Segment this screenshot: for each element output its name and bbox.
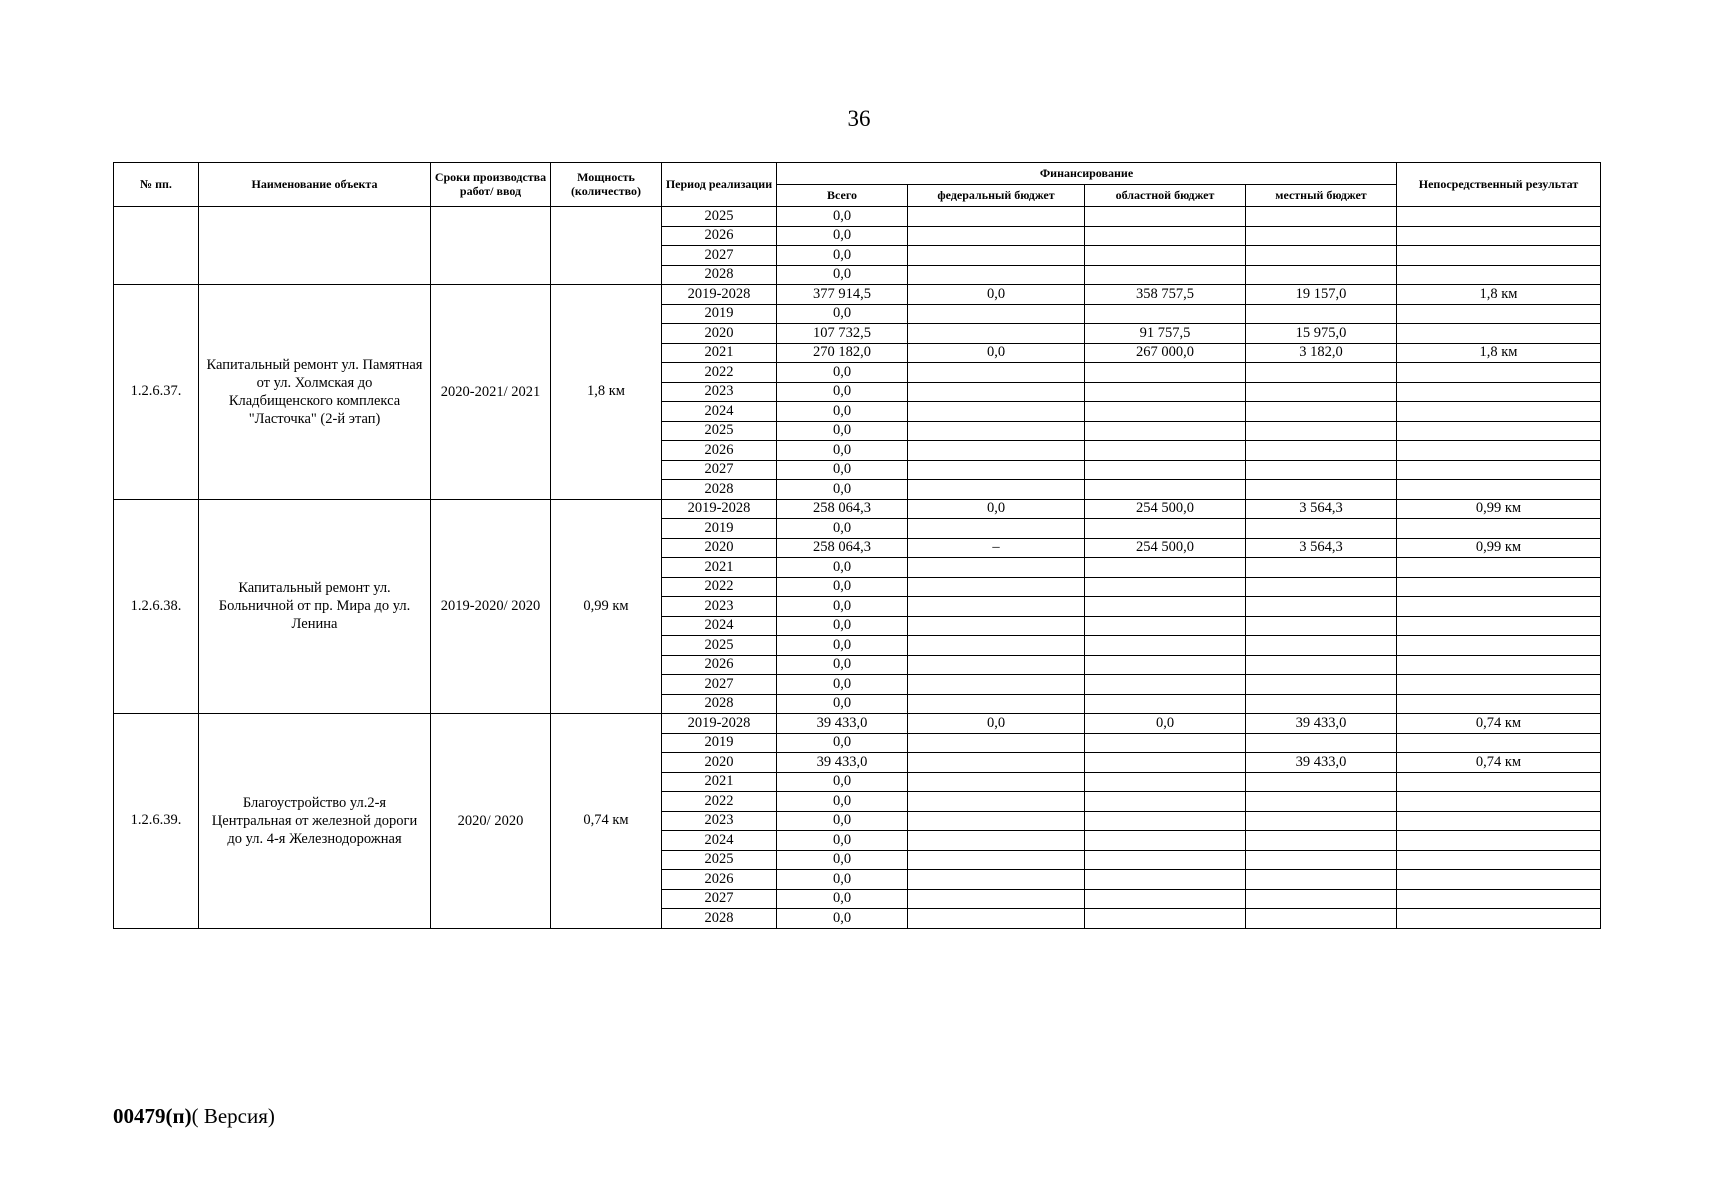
period-cell: 2028: [662, 694, 777, 714]
period-cell: 2021: [662, 558, 777, 578]
period-cell: 2026: [662, 870, 777, 890]
local-cell: 3 564,3: [1246, 538, 1397, 558]
regional-cell: [1085, 636, 1246, 656]
regional-cell: [1085, 675, 1246, 695]
total-cell: 0,0: [777, 694, 908, 714]
header-federal: федеральный бюджет: [908, 185, 1085, 207]
regional-cell: [1085, 792, 1246, 812]
regional-cell: [1085, 402, 1246, 422]
table-header: [114, 163, 1601, 207]
local-cell: 3 564,3: [1246, 499, 1397, 519]
result-cell: [1397, 733, 1601, 753]
federal-cell: 0,0: [908, 343, 1085, 363]
header-financing: Финансирование: [777, 163, 1397, 185]
local-cell: [1246, 733, 1397, 753]
regional-cell: [1085, 363, 1246, 383]
federal-cell: [908, 675, 1085, 695]
regional-cell: [1085, 265, 1246, 285]
total-cell: 0,0: [777, 558, 908, 578]
result-cell: [1397, 811, 1601, 831]
period-cell: 2027: [662, 246, 777, 266]
regional-cell: [1085, 558, 1246, 578]
federal-cell: [908, 519, 1085, 539]
federal-cell: 0,0: [908, 285, 1085, 305]
total-cell: 0,0: [777, 616, 908, 636]
total-cell: 107 732,5: [777, 324, 908, 344]
total-cell: 0,0: [777, 811, 908, 831]
local-cell: [1246, 811, 1397, 831]
result-cell: [1397, 265, 1601, 285]
result-cell: [1397, 636, 1601, 656]
result-cell: [1397, 324, 1601, 344]
financing-table: [113, 162, 1601, 929]
federal-cell: [908, 207, 1085, 227]
period-cell: 2022: [662, 792, 777, 812]
period-cell: 2020: [662, 324, 777, 344]
period-cell: 2019: [662, 733, 777, 753]
total-cell: 0,0: [777, 909, 908, 929]
regional-cell: 267 000,0: [1085, 343, 1246, 363]
object-name-cell: Капитальный ремонт ул. Памятная от ул. Холмская до Кладбищенского комплекса "Ласточка" (2-й этап): [199, 285, 431, 500]
local-cell: [1246, 831, 1397, 851]
period-cell: 2019-2028: [662, 714, 777, 734]
local-cell: [1246, 694, 1397, 714]
local-cell: [1246, 870, 1397, 890]
total-cell: 0,0: [777, 577, 908, 597]
period-cell: 2023: [662, 811, 777, 831]
total-cell: 377 914,5: [777, 285, 908, 305]
federal-cell: [908, 324, 1085, 344]
federal-cell: [908, 655, 1085, 675]
page-number: 36: [847, 106, 871, 131]
table-row: [114, 499, 1601, 519]
federal-cell: [908, 265, 1085, 285]
object-name-cell: [199, 207, 431, 285]
object-number-cell: 1.2.6.38.: [114, 499, 199, 714]
period-cell: 2025: [662, 850, 777, 870]
document-footer: [113, 1104, 275, 1129]
object-capacity-cell: [551, 207, 662, 285]
local-cell: 19 157,0: [1246, 285, 1397, 305]
result-cell: [1397, 421, 1601, 441]
period-cell: 2019: [662, 519, 777, 539]
total-cell: 258 064,3: [777, 538, 908, 558]
table-row: [114, 285, 1601, 305]
total-cell: 39 433,0: [777, 714, 908, 734]
regional-cell: [1085, 207, 1246, 227]
footer-code: 00479(п): [113, 1104, 192, 1128]
federal-cell: [908, 733, 1085, 753]
federal-cell: [908, 636, 1085, 656]
regional-cell: [1085, 694, 1246, 714]
federal-cell: [908, 480, 1085, 500]
local-cell: [1246, 792, 1397, 812]
regional-cell: [1085, 733, 1246, 753]
result-cell: [1397, 558, 1601, 578]
local-cell: [1246, 460, 1397, 480]
result-cell: [1397, 870, 1601, 890]
period-cell: 2028: [662, 265, 777, 285]
federal-cell: [908, 226, 1085, 246]
local-cell: [1246, 441, 1397, 461]
federal-cell: [908, 870, 1085, 890]
local-cell: [1246, 382, 1397, 402]
result-cell: [1397, 304, 1601, 324]
federal-cell: [908, 421, 1085, 441]
result-cell: [1397, 694, 1601, 714]
object-terms-cell: 2020-2021/ 2021: [431, 285, 551, 500]
period-cell: 2026: [662, 441, 777, 461]
regional-cell: 91 757,5: [1085, 324, 1246, 344]
regional-cell: [1085, 421, 1246, 441]
local-cell: [1246, 577, 1397, 597]
federal-cell: [908, 304, 1085, 324]
period-cell: 2024: [662, 402, 777, 422]
result-cell: 0,99 км: [1397, 538, 1601, 558]
federal-cell: [908, 597, 1085, 617]
local-cell: [1246, 519, 1397, 539]
total-cell: 0,0: [777, 675, 908, 695]
regional-cell: [1085, 616, 1246, 636]
regional-cell: [1085, 889, 1246, 909]
local-cell: [1246, 246, 1397, 266]
header-capacity: Мощность (количество): [551, 163, 662, 207]
federal-cell: [908, 246, 1085, 266]
total-cell: 39 433,0: [777, 753, 908, 773]
total-cell: 0,0: [777, 382, 908, 402]
result-cell: [1397, 850, 1601, 870]
local-cell: 3 182,0: [1246, 343, 1397, 363]
result-cell: [1397, 246, 1601, 266]
local-cell: [1246, 402, 1397, 422]
federal-cell: [908, 792, 1085, 812]
local-cell: [1246, 889, 1397, 909]
local-cell: 15 975,0: [1246, 324, 1397, 344]
federal-cell: [908, 441, 1085, 461]
federal-cell: [908, 616, 1085, 636]
total-cell: 0,0: [777, 226, 908, 246]
total-cell: 0,0: [777, 402, 908, 422]
header-terms: Сроки производства работ/ ввод: [431, 163, 551, 207]
object-name-cell: Капитальный ремонт ул. Больничной от пр. Мира до ул. Ленина: [199, 499, 431, 714]
footer-version: ( Версия): [191, 1104, 275, 1128]
header-regional: областной бюджет: [1085, 185, 1246, 207]
object-number-cell: 1.2.6.39.: [114, 714, 199, 929]
local-cell: [1246, 265, 1397, 285]
result-cell: 1,8 км: [1397, 343, 1601, 363]
federal-cell: [908, 382, 1085, 402]
regional-cell: 254 500,0: [1085, 499, 1246, 519]
local-cell: [1246, 616, 1397, 636]
total-cell: 0,0: [777, 519, 908, 539]
regional-cell: [1085, 480, 1246, 500]
period-cell: 2022: [662, 363, 777, 383]
total-cell: 0,0: [777, 207, 908, 227]
period-cell: 2027: [662, 460, 777, 480]
regional-cell: [1085, 655, 1246, 675]
total-cell: 0,0: [777, 304, 908, 324]
table-body: [114, 207, 1601, 929]
header-total: Всего: [777, 185, 908, 207]
result-cell: [1397, 480, 1601, 500]
total-cell: 0,0: [777, 246, 908, 266]
period-cell: 2025: [662, 636, 777, 656]
federal-cell: [908, 558, 1085, 578]
result-cell: [1397, 831, 1601, 851]
total-cell: 0,0: [777, 655, 908, 675]
total-cell: 0,0: [777, 265, 908, 285]
regional-cell: 254 500,0: [1085, 538, 1246, 558]
local-cell: [1246, 363, 1397, 383]
local-cell: [1246, 597, 1397, 617]
result-cell: [1397, 460, 1601, 480]
object-number-cell: 1.2.6.37.: [114, 285, 199, 500]
period-cell: 2024: [662, 616, 777, 636]
result-cell: 1,8 км: [1397, 285, 1601, 305]
regional-cell: [1085, 811, 1246, 831]
period-cell: 2021: [662, 772, 777, 792]
header-result: Непосредственный результат: [1397, 163, 1601, 207]
regional-cell: [1085, 246, 1246, 266]
total-cell: 258 064,3: [777, 499, 908, 519]
period-cell: 2027: [662, 889, 777, 909]
object-terms-cell: 2019-2020/ 2020: [431, 499, 551, 714]
federal-cell: [908, 402, 1085, 422]
regional-cell: [1085, 772, 1246, 792]
total-cell: 0,0: [777, 441, 908, 461]
period-cell: 2021: [662, 343, 777, 363]
period-cell: 2026: [662, 655, 777, 675]
local-cell: [1246, 226, 1397, 246]
header-local: местный бюджет: [1246, 185, 1397, 207]
period-cell: 2028: [662, 480, 777, 500]
federal-cell: [908, 831, 1085, 851]
local-cell: [1246, 850, 1397, 870]
local-cell: 39 433,0: [1246, 753, 1397, 773]
regional-cell: 358 757,5: [1085, 285, 1246, 305]
object-terms-cell: 2020/ 2020: [431, 714, 551, 929]
result-cell: [1397, 909, 1601, 929]
federal-cell: –: [908, 538, 1085, 558]
period-cell: 2020: [662, 753, 777, 773]
period-cell: 2019-2028: [662, 499, 777, 519]
period-cell: 2028: [662, 909, 777, 929]
period-cell: 2027: [662, 675, 777, 695]
regional-cell: [1085, 460, 1246, 480]
regional-cell: [1085, 382, 1246, 402]
federal-cell: 0,0: [908, 714, 1085, 734]
total-cell: 0,0: [777, 480, 908, 500]
table-row: [114, 207, 1601, 227]
regional-cell: [1085, 441, 1246, 461]
regional-cell: [1085, 870, 1246, 890]
result-cell: [1397, 226, 1601, 246]
period-cell: 2025: [662, 207, 777, 227]
total-cell: 0,0: [777, 889, 908, 909]
total-cell: 0,0: [777, 421, 908, 441]
result-cell: [1397, 441, 1601, 461]
result-cell: [1397, 402, 1601, 422]
total-cell: 0,0: [777, 870, 908, 890]
result-cell: [1397, 363, 1601, 383]
federal-cell: [908, 753, 1085, 773]
header-num: № пп.: [114, 163, 199, 207]
federal-cell: [908, 363, 1085, 383]
total-cell: 270 182,0: [777, 343, 908, 363]
local-cell: [1246, 207, 1397, 227]
regional-cell: [1085, 831, 1246, 851]
federal-cell: [908, 577, 1085, 597]
result-cell: [1397, 616, 1601, 636]
result-cell: [1397, 675, 1601, 695]
result-cell: [1397, 655, 1601, 675]
federal-cell: 0,0: [908, 499, 1085, 519]
total-cell: 0,0: [777, 597, 908, 617]
period-cell: 2026: [662, 226, 777, 246]
period-cell: 2020: [662, 538, 777, 558]
local-cell: [1246, 772, 1397, 792]
result-cell: [1397, 382, 1601, 402]
federal-cell: [908, 811, 1085, 831]
total-cell: 0,0: [777, 733, 908, 753]
object-name-cell: Благоустройство ул.2-я Центральная от железной дороги до ул. 4-я Железнодорожная: [199, 714, 431, 929]
period-cell: 2022: [662, 577, 777, 597]
period-cell: 2025: [662, 421, 777, 441]
federal-cell: [908, 772, 1085, 792]
local-cell: [1246, 909, 1397, 929]
result-cell: [1397, 772, 1601, 792]
result-cell: [1397, 597, 1601, 617]
result-cell: [1397, 577, 1601, 597]
period-cell: 2019-2028: [662, 285, 777, 305]
total-cell: 0,0: [777, 792, 908, 812]
period-cell: 2023: [662, 597, 777, 617]
result-cell: [1397, 889, 1601, 909]
object-terms-cell: [431, 207, 551, 285]
result-cell: [1397, 207, 1601, 227]
total-cell: 0,0: [777, 460, 908, 480]
object-number-cell: [114, 207, 199, 285]
federal-cell: [908, 909, 1085, 929]
period-cell: 2024: [662, 831, 777, 851]
local-cell: [1246, 480, 1397, 500]
regional-cell: [1085, 226, 1246, 246]
total-cell: 0,0: [777, 831, 908, 851]
regional-cell: [1085, 909, 1246, 929]
object-capacity-cell: 0,74 км: [551, 714, 662, 929]
regional-cell: [1085, 577, 1246, 597]
regional-cell: 0,0: [1085, 714, 1246, 734]
total-cell: 0,0: [777, 772, 908, 792]
object-capacity-cell: 1,8 км: [551, 285, 662, 500]
result-cell: 0,99 км: [1397, 499, 1601, 519]
regional-cell: [1085, 850, 1246, 870]
result-cell: [1397, 519, 1601, 539]
federal-cell: [908, 850, 1085, 870]
header-period: Период реализации: [662, 163, 777, 207]
object-capacity-cell: 0,99 км: [551, 499, 662, 714]
period-cell: 2023: [662, 382, 777, 402]
total-cell: 0,0: [777, 636, 908, 656]
local-cell: 39 433,0: [1246, 714, 1397, 734]
federal-cell: [908, 460, 1085, 480]
regional-cell: [1085, 753, 1246, 773]
header-name: Наименование объекта: [199, 163, 431, 207]
local-cell: [1246, 675, 1397, 695]
table-row: [114, 714, 1601, 734]
local-cell: [1246, 421, 1397, 441]
federal-cell: [908, 694, 1085, 714]
period-cell: 2019: [662, 304, 777, 324]
result-cell: 0,74 км: [1397, 714, 1601, 734]
local-cell: [1246, 636, 1397, 656]
regional-cell: [1085, 597, 1246, 617]
result-cell: 0,74 км: [1397, 753, 1601, 773]
regional-cell: [1085, 304, 1246, 324]
federal-cell: [908, 889, 1085, 909]
total-cell: 0,0: [777, 850, 908, 870]
local-cell: [1246, 558, 1397, 578]
regional-cell: [1085, 519, 1246, 539]
local-cell: [1246, 655, 1397, 675]
local-cell: [1246, 304, 1397, 324]
total-cell: 0,0: [777, 363, 908, 383]
result-cell: [1397, 792, 1601, 812]
